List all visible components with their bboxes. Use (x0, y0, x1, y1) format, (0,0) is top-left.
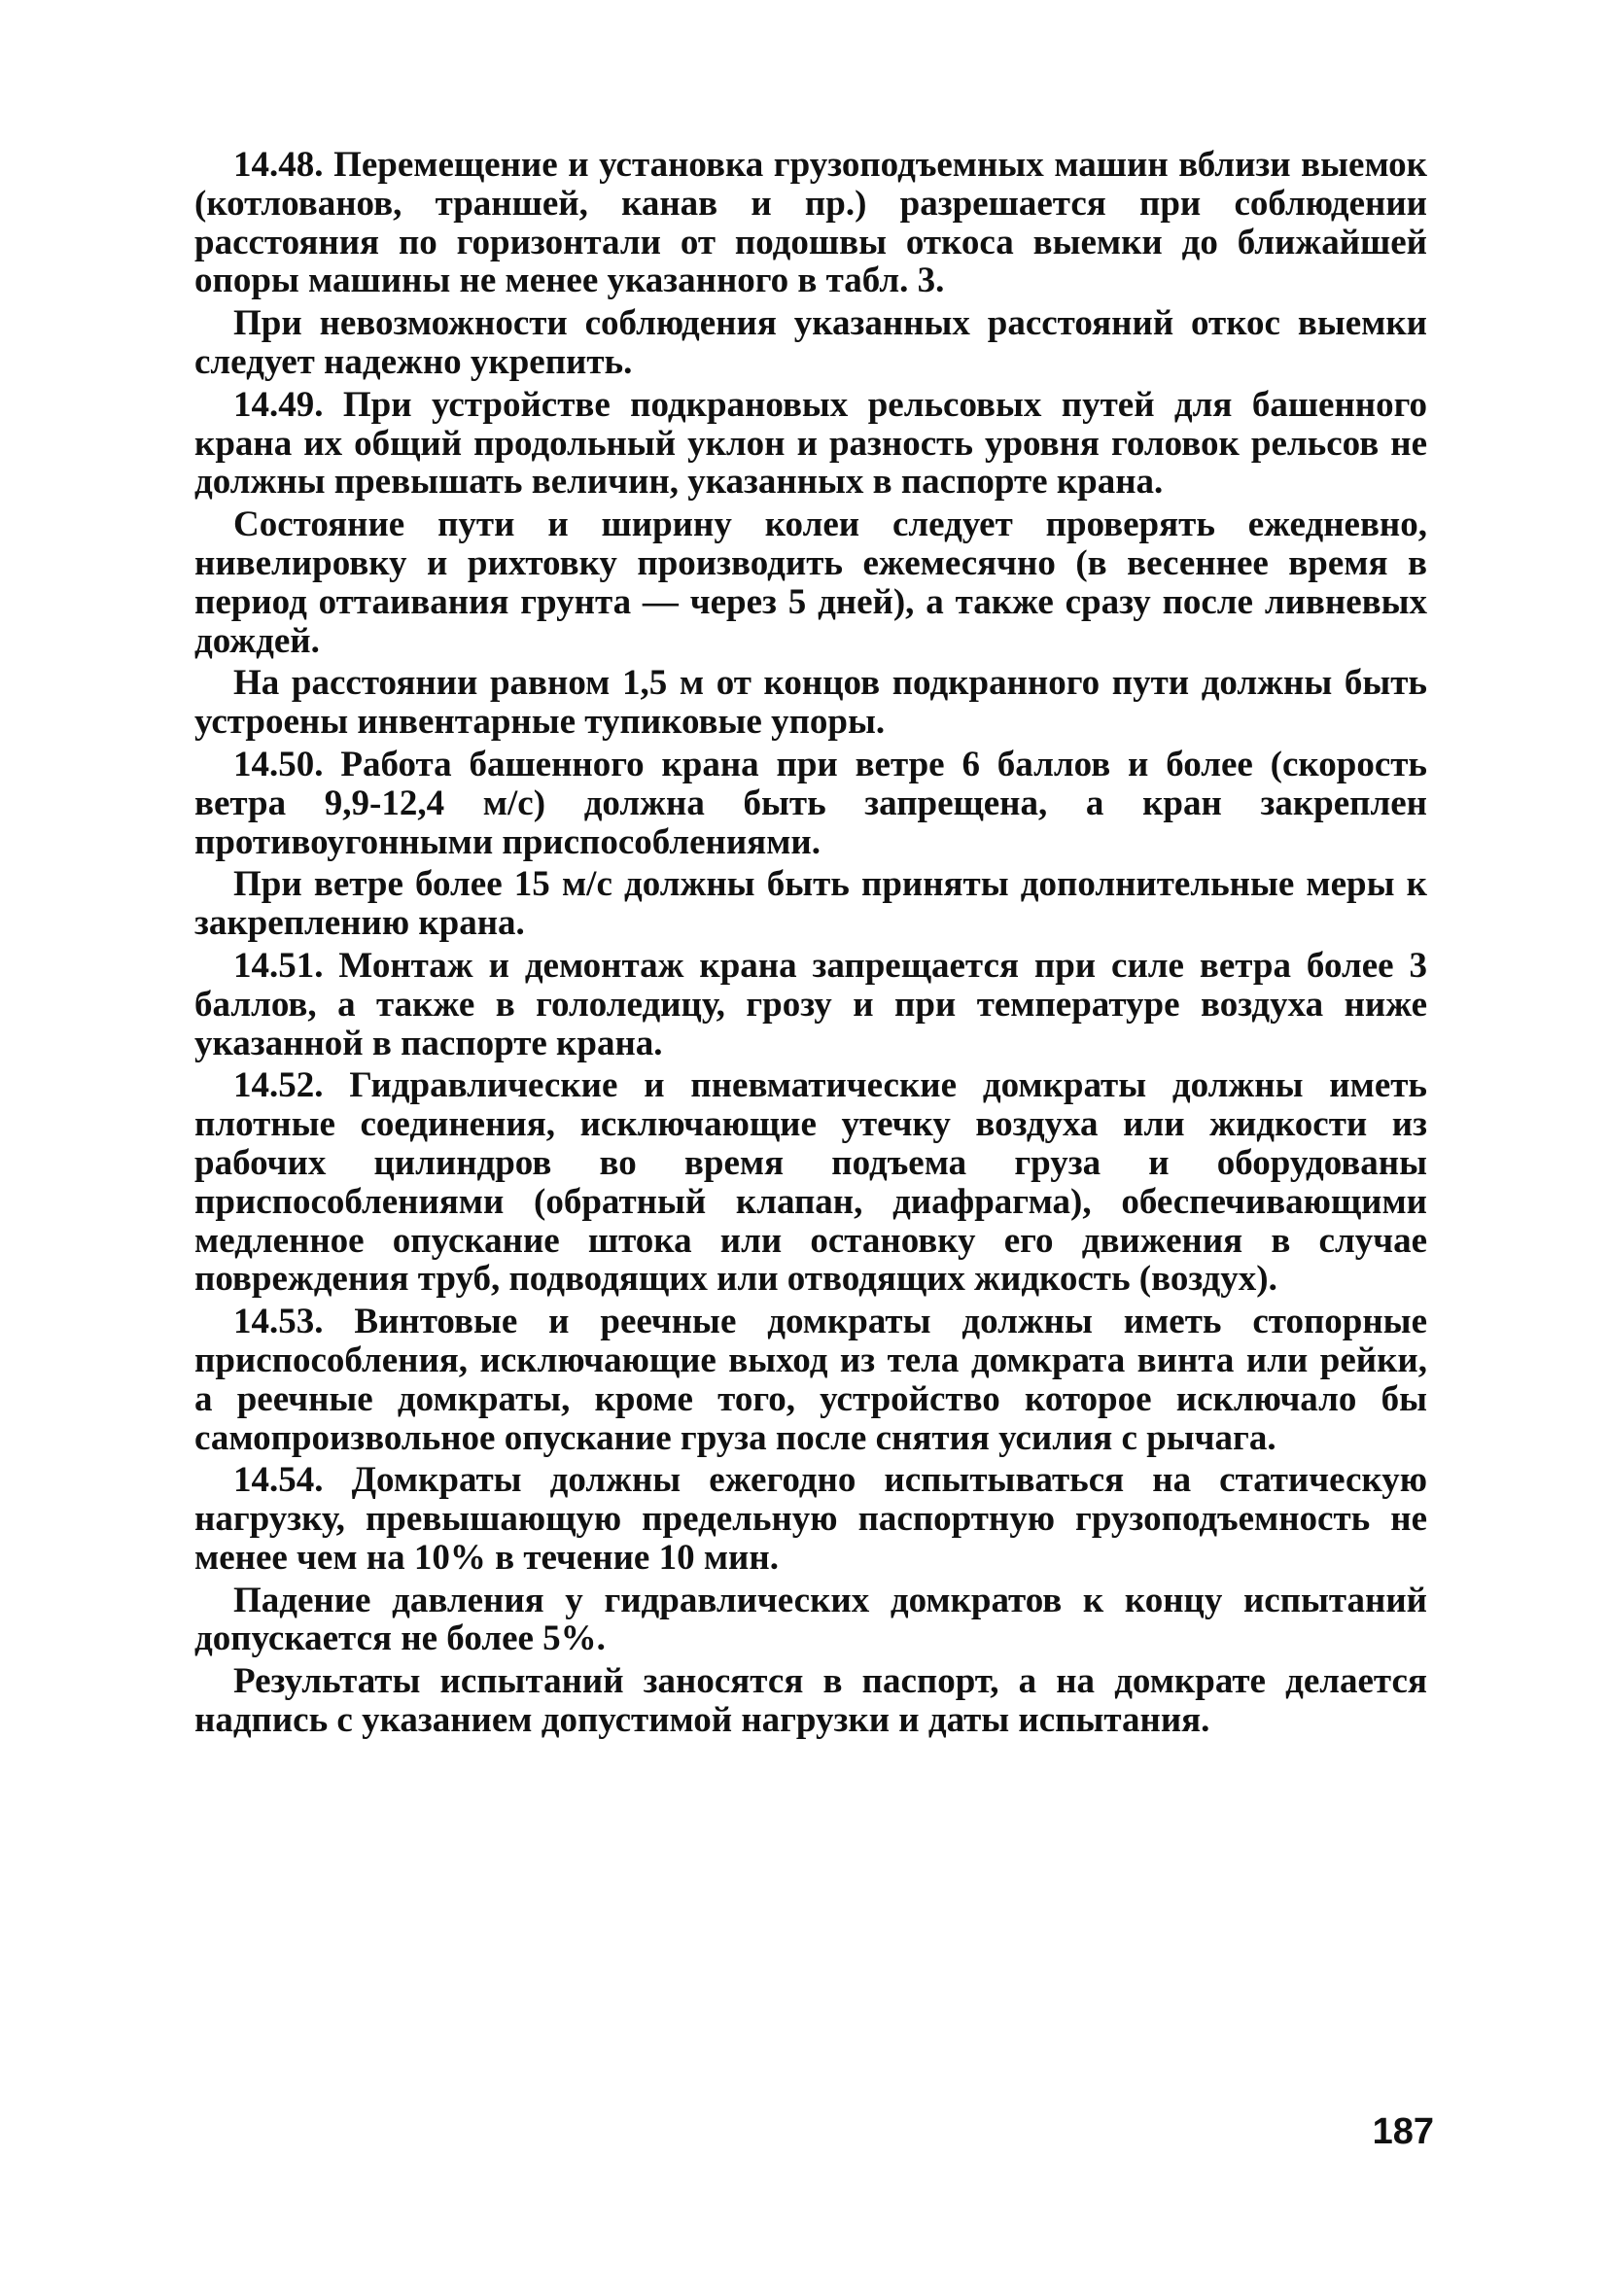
body-text (194, 146, 1427, 1744)
paragraph-14-48: 14.48. Перемещение и установка грузоподъемных машин вблизи выемок (котлованов, траншей, канав и пр.) разрешается при соблюдении расстояния по горизонтали от подошвы откоса выемки до ближайшей опоры машины не менее указанного в табл. 3. (194, 145, 1427, 301)
paragraph-14-54: 14.54. Домкраты должны ежегодно испытываться на статическую нагрузку, превышающую предельную паспортную грузоподъемность не менее чем на 10% в течение 10 мин. (194, 1460, 1427, 1578)
paragraph-track-inspection: Состояние пути и ширину колеи следует проверять ежедневно, нивелировку и рихтовку производить ежемесячно (в весеннее время в период оттаивания грунта — через 5 дней), а также сразу после ливневых дождей. (194, 504, 1427, 661)
paragraph-14-51: 14.51. Монтаж и демонтаж крана запрещается при силе ветра более 3 баллов, а также в гололедицу, грозу и при температуре воздуха ниже указанной в паспорте крана. (194, 945, 1427, 1063)
paragraph-test-results: Результаты испытаний заносятся в паспорт, а на домкрате делается надпись с указанием допустимой нагрузки и даты испытания. (194, 1661, 1427, 1741)
paragraph-excavation-slope: При невозможности соблюдения указанных расстояний откос выемки следует надежно укрепить. (194, 303, 1427, 382)
paragraph-14-50: 14.50. Работа башенного крана при ветре 6 баллов и более (скорость ветра 9,9-12,4 м/с) должна быть запрещена, а кран закреплен противоугонными приспособлениями. (194, 744, 1427, 862)
paragraph-dead-end-stops: На расстоянии равном 1,5 м от концов подкранного пути должны быть устроены инвентарные тупиковые упоры. (194, 663, 1427, 743)
paragraph-14-49: 14.49. При устройстве подкрановых рельсовых путей для башенного крана их общий продольный уклон и разность уровня головок рельсов не должны превышать величин, указанных в паспорте крана. (194, 384, 1427, 503)
paragraph-pressure-drop: Падение давления у гидравлических домкратов к концу испытаний допускается не более 5%. (194, 1580, 1427, 1659)
paragraph-14-52: 14.52. Гидравлические и пневматические домкраты должны иметь плотные соединения, исключающие утечку воздуха или жидкости из рабочих цилиндров во время подъема груза и оборудованы приспособлениями (обратный клапан, диафрагма), обеспечивающими медленное опускание штока или остановку его движения в случае повреждения труб, подводящих или отводящих жидкость (воздух). (194, 1065, 1427, 1300)
paragraph-14-53: 14.53. Винтовые и реечные домкраты должны иметь стопорные приспособления, исключающие выход из тела домкрата винта или рейки, а реечные домкраты, кроме того, устройство которое исключало бы самопроизвольное опускание груза после снятия усилия с рычага. (194, 1302, 1427, 1458)
page-number: 187 (1372, 2111, 1434, 2152)
paragraph-wind-measures: При ветре более 15 м/с должны быть приняты дополнительные меры к закреплению крана. (194, 864, 1427, 944)
